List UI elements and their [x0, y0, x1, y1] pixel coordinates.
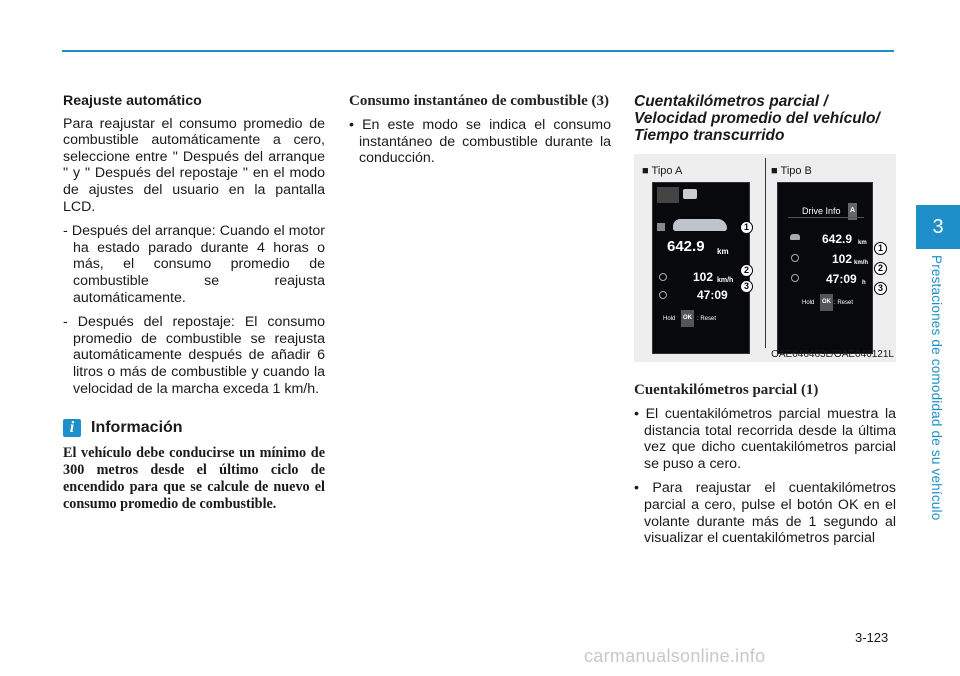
car-icon [790, 234, 800, 240]
screen-b-badge: A [848, 203, 857, 220]
info-text: El vehículo debe conducirse un mínimo de 300 metros desde el último ciclo de encendido para que se calcule de nuevo el consumo promedio de combustible. [63, 445, 325, 513]
screen-b-reset: : Reset [834, 300, 854, 306]
screen-a-distance: 642.9 [667, 238, 705, 255]
intro-paragraph: Para reajustar el consumo promedio de combustible automáticamente a cero, seleccione entre " Después del arranque " y " Después del repostaje " en el modo de ajustes del usuario en la pantalla LCD. [63, 115, 325, 215]
subheading-cuentakilometros-parcial: Cuentakilómetros parcial (1) [634, 382, 819, 398]
screen-b-hold: Hold [802, 300, 815, 306]
list-item: - Después del arranque: Cuando el motor ha estado parado durante 4 horas o más, el consumo promedio de combustible se reajusta automáticamente. [63, 223, 325, 306]
screen-b-ok: OK [820, 294, 833, 311]
list-item: • Para reajustar el cuentakilómetros parcial a cero, pulse el botón OK en el volante durante más de 1 segundo al visualizar el cuentakilómetros parcial [634, 480, 896, 547]
screen-a-time: 47:09 [697, 288, 728, 302]
column-2 [349, 93, 611, 175]
screen-a-speed: 102 [693, 270, 714, 284]
info-title: Información [91, 418, 183, 436]
screen-type-a [652, 182, 750, 354]
list-item: • El cuentakilómetros parcial muestra la distancia total recorrida desde la última vez que dicho cuentakilómetros parcial se puso a cero. [634, 406, 896, 472]
fuel-icon [683, 189, 697, 199]
header-rule [62, 50, 894, 52]
list-item: • En este modo se indica el consumo instantáneo de combustible durante la conducción. [349, 117, 611, 167]
screen-a-tile [657, 187, 679, 203]
label-tipo-a: ■ Tipo A [642, 165, 683, 177]
screen-a-speed-unit: km/h [717, 277, 734, 284]
callout-1-b: 1 [874, 242, 887, 255]
clock-icon [791, 274, 799, 282]
speed-icon [791, 254, 799, 262]
screen-b-distance: 642.9 [822, 232, 853, 246]
cluster-figure [634, 154, 896, 362]
screen-type-b [777, 182, 873, 354]
column-1 [63, 93, 325, 513]
trip-a-icon [657, 223, 665, 231]
info-icon: i [63, 419, 81, 437]
screen-a-ok: OK [681, 310, 694, 327]
side-title: Prestaciones de comodidad de su vehículo [929, 255, 944, 521]
screen-b-distance-unit: km [858, 240, 867, 246]
page-number: 3-123 [855, 630, 889, 645]
list-item: - Después del repostaje: El consumo promedio de combustible se reajusta automáticamente después de añadir 6 litros o más de combustible y cuando la velocidad de la marcha exceda 1 km/h. [63, 314, 325, 397]
label-tipo-b: ■ Tipo B [771, 165, 812, 177]
callout-3-a: 3 [740, 280, 753, 293]
screen-b-speed: 102 [832, 252, 853, 266]
heading-reajuste: Reajuste automático [63, 93, 202, 109]
column-3 [634, 93, 896, 555]
callout-2-b: 2 [874, 262, 887, 275]
screen-b-title: Drive Info [802, 206, 841, 216]
callout-2-a: 2 [740, 264, 753, 277]
speed-icon [659, 273, 667, 281]
screen-b-rule [788, 217, 864, 218]
screen-a-hold: Hold [663, 316, 676, 322]
callout-3-b: 3 [874, 282, 887, 295]
car-icon [673, 219, 727, 231]
screen-b-time-unit: h [862, 280, 866, 286]
figure-code: OAE046463L/OAE046121L [771, 349, 894, 361]
figure-divider [765, 158, 766, 348]
heading-cuentakilometros: Cuentakilómetros parcial / Velocidad promedio del vehículo/ Tiempo transcurrido [634, 93, 880, 144]
heading-consumo: Consumo instantáneo de combustible (3) [349, 93, 610, 109]
info-heading [63, 419, 325, 437]
chapter-number: 3 [932, 216, 944, 238]
screen-b-time: 47:09 [826, 272, 857, 286]
screen-b-speed-unit: km/h [854, 260, 869, 266]
watermark: carmanualsonline.info [584, 646, 766, 666]
clock-icon [659, 291, 667, 299]
screen-a-reset: : Reset [697, 316, 717, 322]
screen-a-distance-unit: km [717, 247, 729, 256]
callout-1-a: 1 [740, 221, 753, 234]
